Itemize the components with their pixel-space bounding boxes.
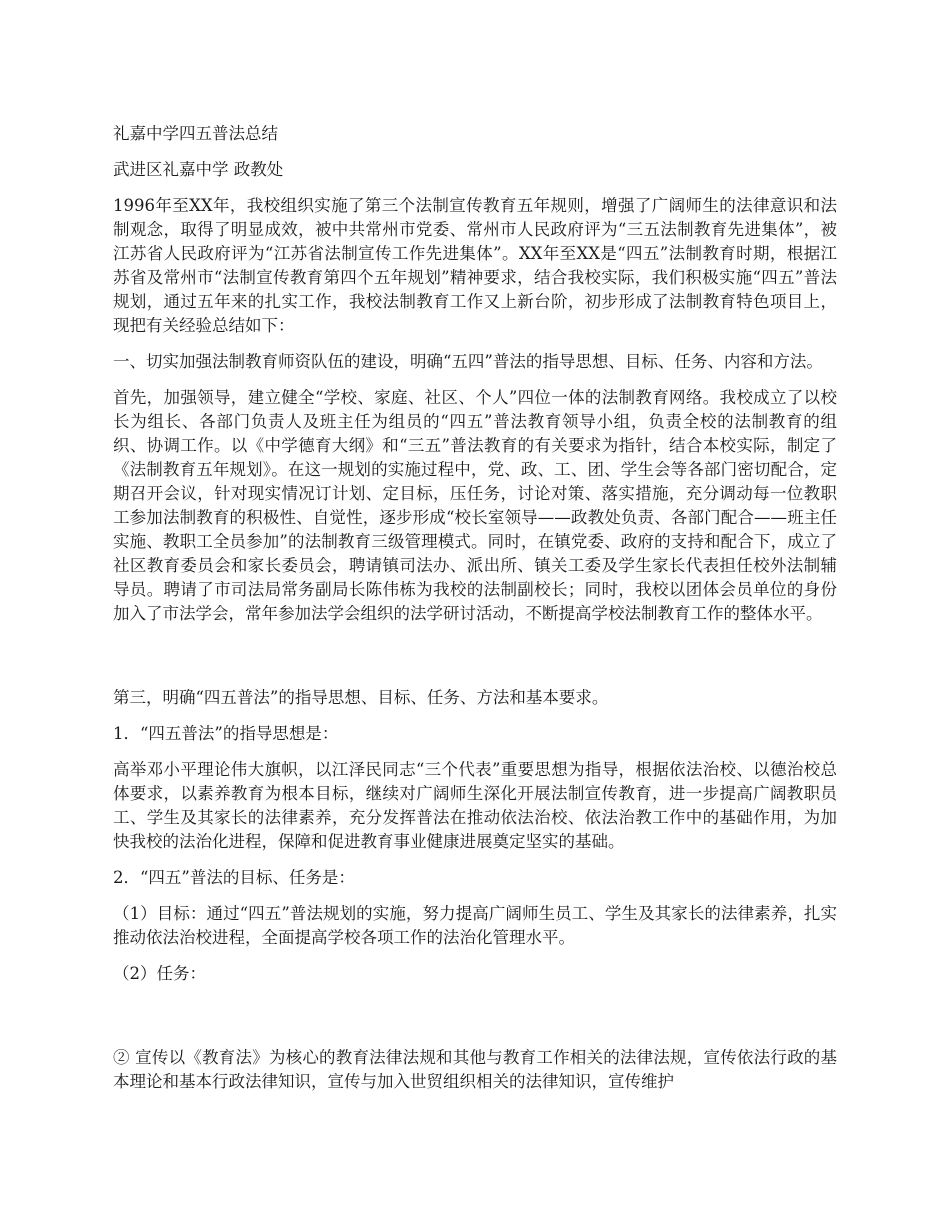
document-page [113,122,837,1106]
intro-paragraph: 1996年至XX年，我校组织实施了第三个法制宣传教育五年规则，增强了广阔师生的法律意识和法制观念，取得了明显成效，被中共常州市党委、常州市人民政府评为“三五法制教育先进集体”，被江苏省人民政府评为“江苏省法制宣传工作先进集体”。XX年至XX是“四五”法制教育时期，根据江苏省及常州市“法制宣传教育第四个五年规划”精神要求，结合我校实际，我们积极实施“四五”普法规划，通过五年来的扎实工作，我校法制教育工作又上新台阶，初步形成了法制教育特色项目上，现把有关经验总结如下： [113,196,837,335]
item-1-text: 高举邓小平理论伟大旗帜，以江泽民同志“三个代表”重要思想为指导，根据依法治校、以德治校总体要求，以素养教育为根本目标，继续对广阔师生深化开展法制宣传教育，进一步提高广阔教职员工、学生及其家长的法律素养，充分发挥普法在推动依法治校、依法治教工作中的基础作用，为加快我校的法治化进程，保障和促进教育事业健康进展奠定坚实的基础。 [113,760,837,851]
item-2-task: （2）任务： [113,964,206,983]
author-line: 武进区礼嘉中学 政教处 [113,160,284,179]
item-1-heading: 1．“四五普法”的指导思想是： [113,724,339,743]
blank-gap-2 [113,998,837,1046]
item-2-sub2: ② 宣传以《教育法》为核心的教育法律法规和其他与教育工作相关的法律法规，宣传依法行政的基本理论和基本行政法律知识，宣传与加入世贸组织相关的法律知识，宣传维护 [113,1048,837,1091]
section-heading-third: 第三，明确“四五普法”的指导思想、目标、任务、方法和基本要求。 [113,688,609,707]
section-heading-1: 一、切实加强法制教育师资队伍的建设，明确“五四”普法的指导思想、目标、任务、内容和方法。 [113,352,823,371]
first-paragraph: 首先，加强领导，建立健全“学校、家庭、社区、个人”四位一体的法制教育网络。我校成立了以校长为组长、各部门负责人及班主任为组员的“四五”普法教育领导小组，负责全校的法制教育的组织、协调工作。以《中学德育大纲》和“三五”普法教育的有关要求为指针，结合本校实际，制定了《法制教育五年规划》。在这一规划的实施过程中，党、政、工、团、学生会等各部门密切配合，定期召开会议，针对现实情况订计划、定目标，压任务，讨论对策、落实措施，充分调动每一位教职工参加法制教育的积极性、自觉性，逐步形成“校长室领导——政教处负责、各部门配合——班主任实施、教职工全员参加”的法制教育三级管理模式。同时，在镇党委、政府的支持和配合下，成立了社区教育委员会和家长委员会，聘请镇司法办、派出所、镇关工委及学生家长代表担任校外法制辅导员。聘请了市司法局常务副局长陈伟栋为我校的法制副校长；同时，我校以团体会员单位的身份加入了市法学会，常年参加法学会组织的法学研讨活动，不断提高学校法制教育工作的整体水平。 [113,388,837,623]
item-2-goal: （1）目标：通过“四五”普法规划的实施，努力提高广阔师生员工、学生及其家长的法律素养，扎实推动依法治校进程，全面提高学校各项工作的法治化管理水平。 [113,904,837,947]
blank-gap [113,638,837,686]
item-2-heading: 2．“四五”普法的目标、任务是： [113,868,355,887]
document-title: 礼嘉中学四五普法总结 [113,124,278,143]
